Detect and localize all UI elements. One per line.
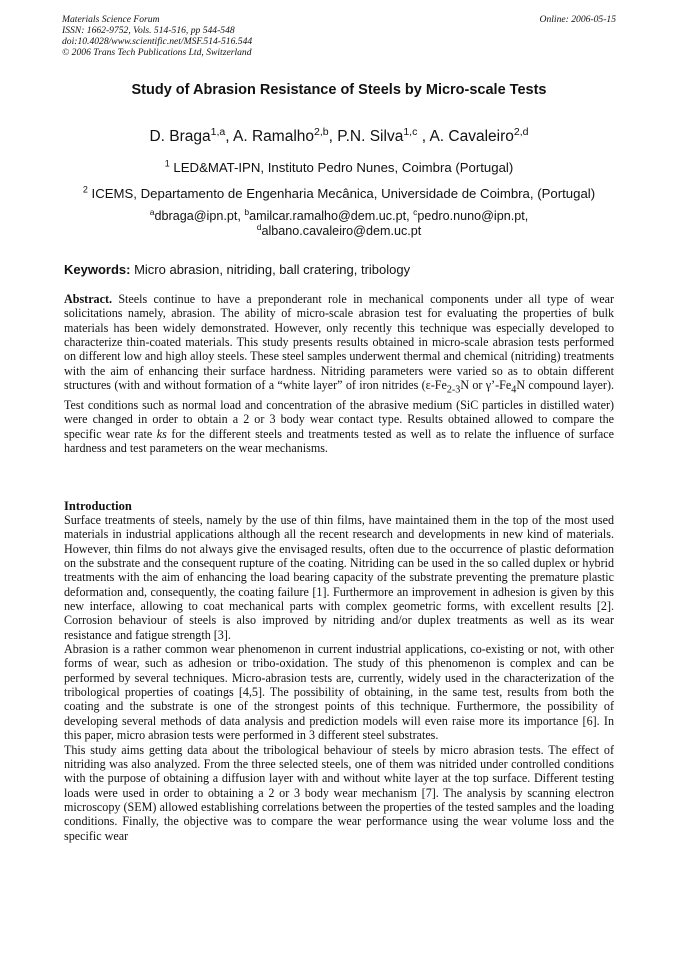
author-name: , A. Cavaleiro: [417, 128, 514, 145]
author-name: , A. Ramalho: [225, 128, 315, 145]
section-heading-introduction: Introduction: [64, 499, 132, 513]
keywords-text: Micro abrasion, nitriding, ball cratering, tribology: [130, 262, 411, 277]
affiliation-1: [0, 160, 678, 175]
author-list: [0, 125, 678, 146]
copyright: © 2006 Trans Tech Publications Ltd, Switzerland: [62, 47, 252, 58]
keywords: [64, 262, 410, 277]
email-list: [0, 206, 678, 239]
affiliation-text: ICEMS, Departamento de Engenharia Mecânica, Universidade de Coimbra, (Portugal): [87, 186, 596, 201]
introduction-paragraph: Abrasion is a rather common wear phenomenon in current industrial applications, co-existing or not, with other forms of wear, such as adhesion or tribo-oxidation. The study of this phenomenon is complex and can be performed by several techniques. Micro-abrasion tests are, currently, widely used in the characterization of the tribological properties of coatings [4,5]. The possibility of obtaining, in the same test, results from both the coating and the substrate is one of the strongest points of this technique. Furthermore, the possibility of developing several methods of data analysis and prediction models will even raise more its importance [6]. In this paper, micro abrasion tests were performed in 3 different steel substrates.: [64, 642, 614, 743]
abstract-text: N or γ’-Fe: [460, 378, 512, 393]
paper-title: Study of Abrasion Resistance of Steels by Micro-scale Tests: [131, 82, 547, 98]
email-marker: c: [413, 206, 418, 217]
doi: doi:10.4028/www.scientific.net/MSF.514-516.544: [62, 36, 253, 47]
author-name: , P.N. Silva: [328, 128, 404, 145]
journal-name: Materials Science Forum: [62, 14, 160, 25]
email-line-2: [0, 221, 678, 239]
subscript: 4: [511, 384, 517, 396]
author-superscript: 1,c: [403, 125, 418, 138]
introduction-paragraph: Surface treatments of steels, namely by the use of thin films, have maintained them in the top of the most used materials in industrial applications although all the recent research and developments in new kind of materials. However, thin films do not always give the envisaged results, often due to the occurrence of plastic deformation on the substrate and the consequent rupture of the coating. Nitriding can be used in the so called duplex or hybrid treatments with the aim of enhancing the load bearing capacity of the substrate preventing the premature plastic deformation and, consequently, the coating failure [1]. Furthermore an improvement in adhesion is given by this new interface, allowing to coat mechanical parts with complex geometric forms, with excellent results [2]. Corrosion behaviour of steels is also improved by nitriding and/or duplex treatments as well as its wear resistance and fatigue strength [3].: [64, 513, 614, 642]
issn: ISSN: 1662-9752, Vols. 514-516, pp 544-548: [62, 25, 235, 36]
author-superscript: 1,a: [210, 125, 226, 138]
abstract-paragraph: [64, 292, 614, 455]
introduction-body: [64, 513, 614, 843]
author-superscript: 2,b: [314, 125, 329, 138]
affiliation-marker: 2: [82, 184, 88, 195]
email-link[interactable]: pedro.nuno@ipn.pt,: [417, 209, 529, 223]
email-link[interactable]: amilcar.ramalho@dem.uc.pt,: [249, 209, 414, 223]
affiliation-text: LED&MAT-IPN, Instituto Pedro Nunes, Coimbra (Portugal): [169, 160, 514, 175]
keywords-label: Keywords:: [64, 262, 131, 277]
abstract-text: N compound layer). Test conditions such as normal load and concentration of the abrasive medium (SiC particles in distilled water) were changed in order to obtain a 2 or 3 body wear contact type. Results obtained allowed to compare the specific wear rate: [64, 378, 614, 441]
affiliation-marker: 1: [164, 158, 170, 169]
abstract-text: Steels continue to have a preponderant role in mechanical components under all type of wear solicitations namely, abrasion. The ability of micro-scale abrasion test for evaluating the properties of bulk materials has been widely demonstrated. However, only recently this technique was especially developed to characterize thin-coated materials. This study presents results obtained in micro-scale abrasion tests performed on different low and high alloy steels. These steel samples underwent thermal and chemical (nitriding) treatments with the aim of enhancing their surface hardness. Nitriding parameters were varied so as to obtain different structures (with and without formation of a “white layer” of iron nitrides (ε-Fe: [64, 292, 614, 393]
affiliation-2: [0, 186, 678, 201]
author-name: D. Braga: [149, 128, 211, 145]
email-marker: b: [244, 206, 250, 217]
abstract-text: for the different steels and treatments tested as well as to relate the influence of surface hardness and test parameters on the wear mechanisms.: [64, 426, 614, 455]
email-marker: a: [149, 206, 155, 217]
subscript: 2-3: [446, 384, 461, 396]
abstract-label: Abstract.: [64, 292, 113, 306]
email-link[interactable]: albano.cavaleiro@dem.uc.pt: [261, 224, 422, 238]
journal-meta: [62, 14, 252, 58]
author-superscript: 2,d: [513, 125, 529, 138]
wear-rate-symbol: ks: [156, 426, 167, 441]
online-date: Online: 2006-05-15: [539, 14, 616, 25]
email-link[interactable]: dbraga@ipn.pt,: [154, 209, 245, 223]
email-marker: d: [256, 221, 262, 232]
introduction-paragraph: This study aims getting data about the tribological behaviour of steels by micro abrasion tests. The effect of nitriding was also analyzed. From the three selected steels, one of them was nitrided under controlled conditions with the purpose of obtaining a diffusion layer with and without white layer at the top surface. Different testing loads were used in order to obtaining a 2 or 3 body wear mechanism [7]. The analysis by scanning electron microscopy (SEM) allowed establishing correlations between the properties of the tested samples and the loading conditions. Finally, the objective was to compare the wear performance using the wear volume loss and the specific wear: [64, 742, 614, 843]
email-line-1: [0, 206, 678, 224]
